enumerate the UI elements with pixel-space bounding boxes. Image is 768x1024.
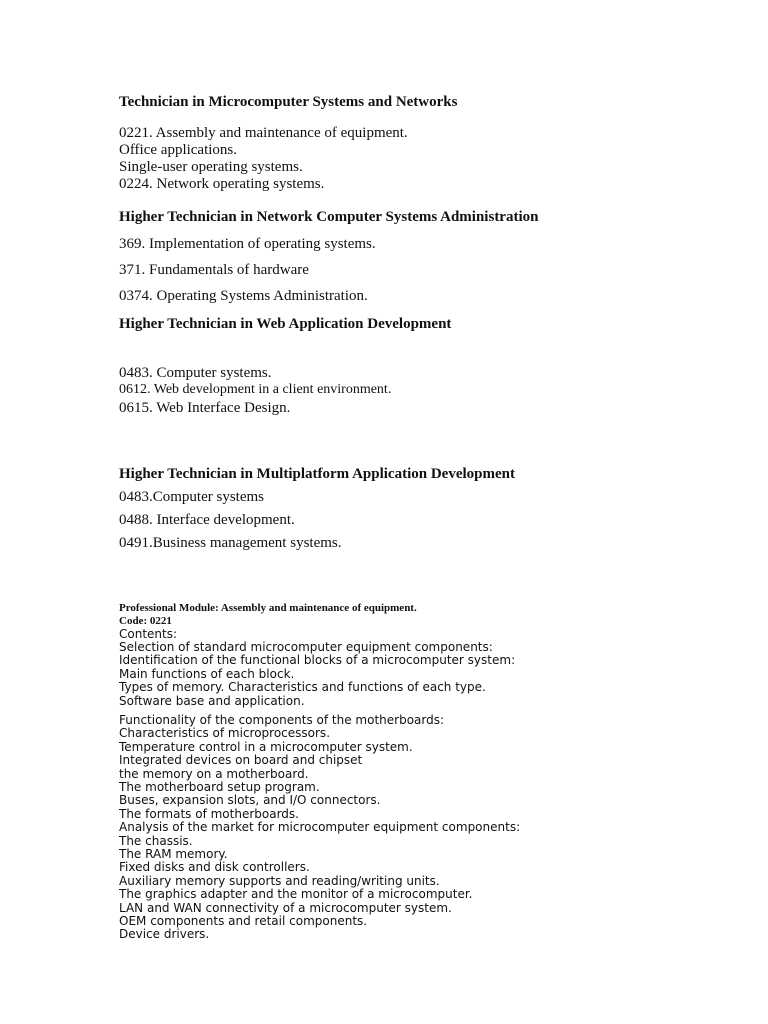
list-item: 371. Fundamentals of hardware [119, 262, 309, 278]
section-heading-multiplatform-application-development: Higher Technician in Multiplatform Application Development [119, 466, 515, 482]
content-line: Types of memory. Characteristics and functions of each type. [119, 680, 486, 695]
section-heading-web-application-development: Higher Technician in Web Application Development [119, 316, 452, 332]
content-line: Software base and application. [119, 693, 305, 708]
section-heading-microcomputer-systems: Technician in Microcomputer Systems and Networks [119, 94, 458, 110]
content-line: Integrated devices on board and chipset [119, 753, 363, 768]
content-line: Functionality of the components of the motherboards: [119, 713, 445, 727]
list-item: 0488. Interface development. [119, 512, 295, 528]
content-line: The graphics adapter and the monitor of a microcomputer. [119, 887, 473, 902]
content-line: Selection of standard microcomputer equipment components: [119, 640, 493, 654]
content-line: Fixed disks and disk controllers. [119, 860, 310, 875]
list-item: Office applications. [119, 142, 238, 158]
content-line: Analysis of the market for microcomputer equipment components: [119, 820, 521, 835]
content-line: Device drivers. [119, 927, 210, 942]
module-code: Code: 0221 [119, 615, 172, 627]
list-item: 0483. Computer systems. [119, 365, 272, 381]
list-item: 0221. Assembly and maintenance of equipment. [119, 125, 408, 141]
module-title: Professional Module: Assembly and maintenance of equipment. [119, 602, 417, 614]
section-heading-network-systems-administration: Higher Technician in Network Computer Systems Administration [119, 209, 539, 225]
content-line: the memory on a motherboard. [119, 766, 309, 781]
content-line: Characteristics of microprocessors. [119, 726, 331, 741]
list-item: 0483.Computer systems [119, 489, 264, 505]
content-line: Identification of the functional blocks of a microcomputer system: [119, 653, 516, 668]
content-line: Auxiliary memory supports and reading/writing units. [119, 873, 440, 888]
list-item: 0612. Web development in a client environment. [119, 382, 392, 397]
contents-label: Contents: [119, 627, 178, 641]
content-line: The formats of motherboards. [119, 806, 299, 821]
content-line: Temperature control in a microcomputer system. [119, 739, 413, 754]
list-item: 0491.Business management systems. [119, 535, 342, 551]
content-line: Main functions of each block. [119, 666, 295, 681]
content-line: The RAM memory. [119, 847, 228, 861]
list-item: 0374. Operating Systems Administration. [119, 288, 368, 304]
list-item: 0615. Web Interface Design. [119, 400, 291, 416]
content-line: OEM components and retail components. [119, 914, 368, 928]
content-line: LAN and WAN connectivity of a microcomputer system. [119, 900, 452, 915]
content-line: The motherboard setup program. [119, 780, 320, 794]
list-item: Single-user operating systems. [119, 159, 303, 175]
list-item: 369. Implementation of operating systems. [119, 236, 376, 252]
content-line: The chassis. [119, 833, 193, 848]
content-line: Buses, expansion slots, and I/O connectors. [119, 793, 381, 808]
list-item: 0224. Network operating systems. [119, 176, 325, 192]
